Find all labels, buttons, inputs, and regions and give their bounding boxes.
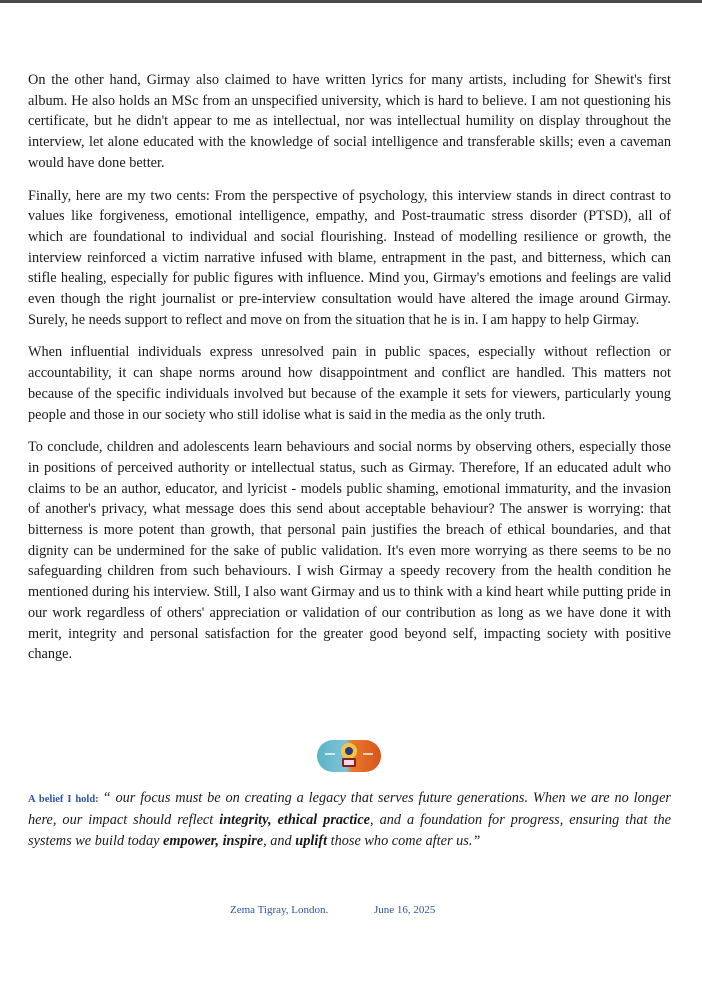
belief-text-2: , and a foundation for progress, ensuring that the systems we build today bbox=[28, 812, 671, 849]
belief-open-quote: “ bbox=[102, 790, 111, 806]
signature-date: June 16, 2025 bbox=[374, 904, 436, 916]
belief-text-1: our focus must be on creating a legacy that serves future generations. When we are no longer here, our impact should reflect bbox=[28, 790, 671, 828]
paragraph-2: Finally, here are my two cents: From the perspective of psychology, this interview stands in direct contrast to values like forgiveness, emotional intelligence, empathy, and Post-traumatic stress disorder (PTSD), all of which are foundational to individual and social flourishing. Instead of modelling resilience or growth, the interview reinforced a victim narrative infused with blame, entrapment in the past, and bitterness, which can stifle healing, especially for public figures with influence. Mind you, Girmay's emotions and feelings are valid even though the right journalist or pre-interview consultation would have altered the image around Girmay. Surely, he needs support to reflect and move on from the situation that he is in. I am happy to help Girmay. bbox=[28, 187, 671, 328]
belief-bold-1: integrity, ethical practice bbox=[219, 812, 371, 828]
belief-label: A belief I hold: bbox=[28, 794, 99, 805]
top-border bbox=[0, 0, 702, 3]
paragraph-1: On the other hand, Girmay also claimed to have written lyrics for many artists, including for Shewit's first album. He also holds an MSc from an unspecified university, which is hard to believe. I am not questioning his certificate, but he didn't appear to me as intellectual, nor was intellectual humility on display throughout the interview, let alone educated with the knowledge of social intelligence and transferable skills; even a caveman would have done better. bbox=[28, 72, 671, 171]
paragraph-4: To conclude, children and adolescents learn behaviours and social norms by observing others, especially those in positions of perceived authority or intellectual status, such as Girmay. Therefore, If an educated adult who claims to be an author, educator, and lyricist - models public shaming, emotional immaturity, and the invasion of another's privacy, what message does this send about acceptable behaviour? The answer is worrying: that bitterness is more potent than growth, that personal pain justifies the breach of ethical boundaries, and that dignity can be undermined for the sake of public validation. It's even more worrying as there seems to be no safeguarding children from such behaviours. I wish Girmay a speedy recovery from the health condition he mentioned during his interview. Still, I also want Girmay and us to think with a kind heart while putting pride in our work regardless of others' appreciation or validation of our contribution as long as we have done it with merit, integrity and personal satisfaction for the greater good beyond self, impacting society with positive change. bbox=[28, 439, 671, 663]
belief-quote bbox=[28, 788, 671, 852]
article-body bbox=[28, 70, 671, 677]
signature-place: Zema Tigray, London. bbox=[230, 904, 329, 916]
paragraph-3: When influential individuals express unresolved pain in public spaces, especially without reflection or accountability, it can shape norms around how disappointment and conflict are handled. This matters not because of the specific individuals involved but because of the example it sets for viewers, particularly young people and those in our society who still idolise what is said in the media as the only truth. bbox=[28, 344, 671, 423]
zema-tigray-logo-icon bbox=[316, 736, 382, 776]
belief-bold-2: empower, inspire bbox=[163, 833, 264, 849]
belief-bold-3: uplift bbox=[295, 833, 328, 849]
belief-text-4: those who come after us.” bbox=[327, 833, 481, 849]
belief-text-3: , and bbox=[263, 833, 296, 849]
